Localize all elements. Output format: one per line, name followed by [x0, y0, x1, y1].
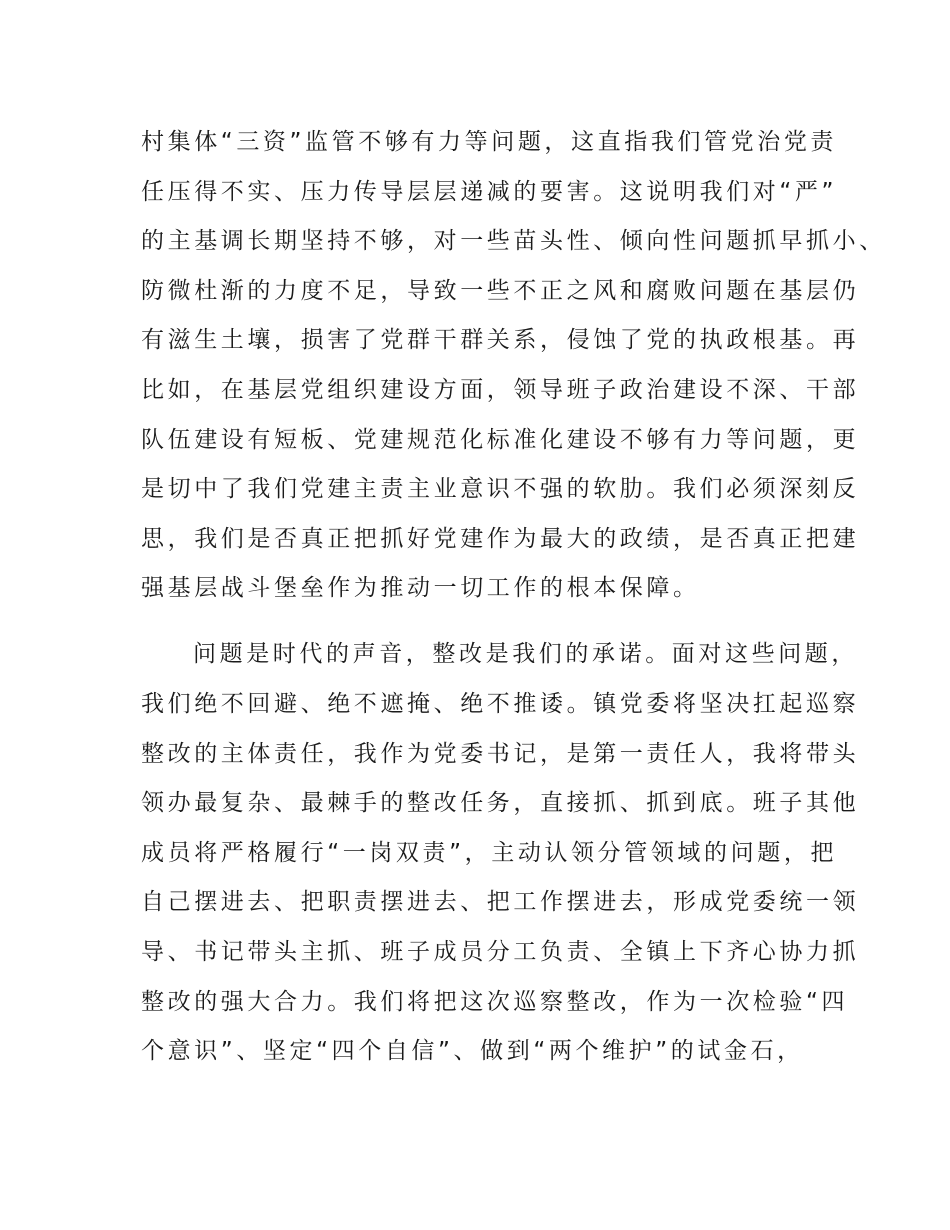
text-line: 任压得不实、压力传导层层递减的要害。这说明我们对“严” [141, 178, 838, 205]
text-line: 比如，在基层党组织建设方面，领导班子政治建设不深、干部 [141, 376, 860, 403]
paragraph-1 [141, 118, 886, 614]
text-line: 防微杜渐的力度不足，导致一些不正之风和腐败问题在基层仍 [141, 277, 860, 304]
text-line: 个意识”、坚定“四个自信”、做到“两个维护”的试金石， [141, 1038, 804, 1065]
text-line: 成员将严格履行“一岗双责”，主动认领分管领域的问题，把 [141, 839, 838, 866]
text-line: 整改的主体责任，我作为党委书记，是第一责任人，我将带头 [141, 740, 860, 767]
text-line-indented: 问题是时代的声音，整改是我们的承诺。面对这些问题， [193, 641, 858, 668]
paragraph-2 [141, 630, 860, 1076]
document-body [141, 118, 886, 1077]
text-line: 有滋生土壤，损害了党群干群关系，侵蚀了党的执政根基。再 [141, 327, 860, 354]
text-line: 自己摆进去、把职责摆进去、把工作摆进去，形成党委统一领 [141, 889, 860, 916]
text-line: 导、书记带头主抓、班子成员分工负责、全镇上下齐心协力抓 [141, 939, 860, 965]
text-line: 整改的强大合力。我们将把这次巡察整改，作为一次检验“四 [141, 988, 849, 1015]
text-line: 是切中了我们党建主责主业意识不强的软肋。我们必须深刻反 [141, 476, 860, 503]
text-line: 思，我们是否真正把抓好党建作为最大的政绩，是否真正把建 [141, 525, 860, 552]
text-line: 我们绝不回避、绝不遮掩、绝不推诿。镇党委将坚决扛起巡察 [141, 691, 860, 718]
text-line: 村集体“三资”监管不够有力等问题，这直指我们管党治党责 [141, 129, 838, 155]
text-line: 队伍建设有短板、党建规范化标准化建设不够有力等问题，更 [141, 426, 860, 453]
text-line: 的主基调长期坚持不够，对一些苗头性、倾向性问题抓早抓小、 [141, 228, 886, 255]
text-line: 领办最复杂、最棘手的整改任务，直接抓、抓到底。班子其他 [141, 790, 860, 817]
text-line: 强基层战斗堡垒作为推动一切工作的根本保障。 [141, 575, 700, 602]
